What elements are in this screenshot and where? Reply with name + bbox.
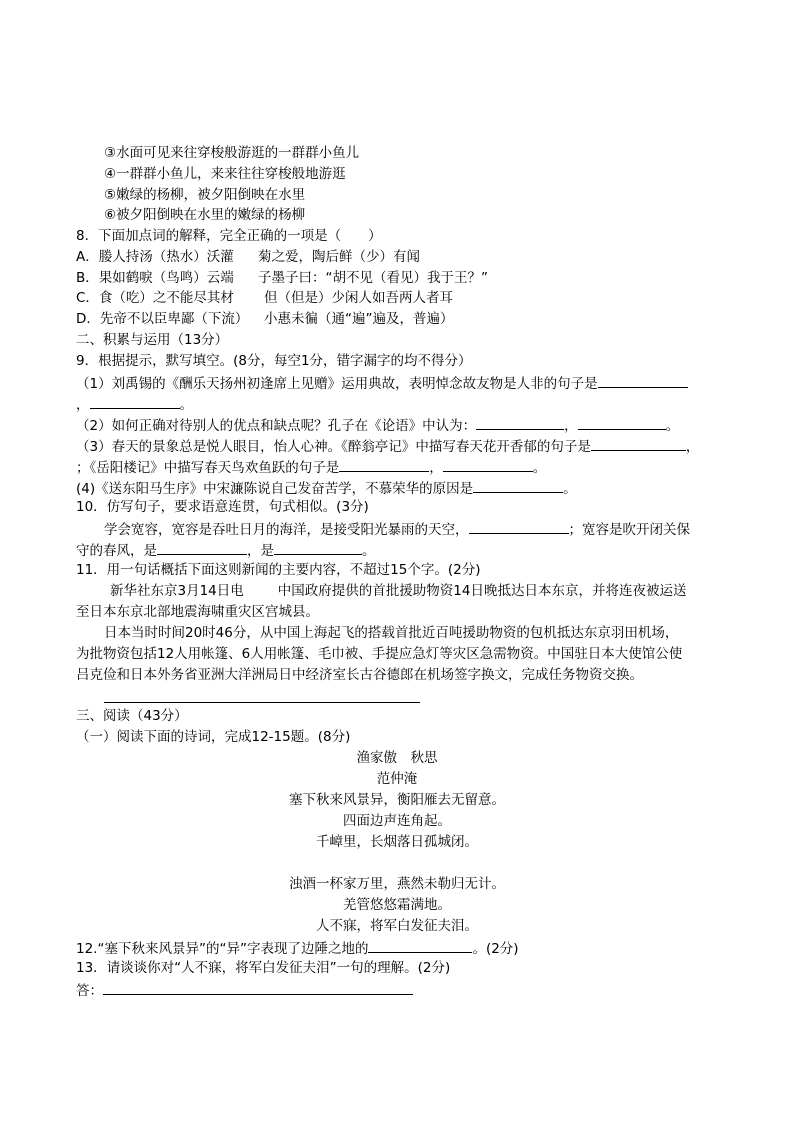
q8-option-b-right: 子墨子曰：“胡不见（看见）我于王？” <box>258 270 488 286</box>
prompt: 学会宽容，宽容是吞吐日月的海洋，是接受阳光暴雨的天空， <box>104 522 469 538</box>
answer-blank[interactable] <box>274 540 362 555</box>
q7-option: ⑥被夕阳倒映在水里的嫩绿的杨柳 <box>104 207 306 223</box>
q8-option-d: D．先帝不以臣卑鄙（下流） <box>76 311 249 327</box>
poem-line: 千嶂里，长烟落日孤城闭。 <box>316 834 478 850</box>
news-p1-cont: 至日本东京北部地震海啸重灾区宫城县。 <box>76 604 319 620</box>
q9-part3 <box>76 436 699 456</box>
answer-label: 答： <box>76 983 103 999</box>
period: 。 <box>563 481 577 497</box>
section-heading-3: 三、阅读（43分） <box>76 708 188 724</box>
period: 。 <box>532 460 547 476</box>
poem-author: 范仲淹 <box>376 771 418 787</box>
q9-stem: 9．根据提示，默写填空。(8分，每空1分，错字漏字的均不得分） <box>76 353 472 369</box>
q8-option-b: B．果如鹤唳（鸟鸣）云端 <box>76 270 234 286</box>
prompt: （3）春天的景象总是悦人眼目，怡人心神。《醉翁亭记》中描写春天花开香郁的句子是 <box>76 439 591 455</box>
answer-blank[interactable] <box>103 980 413 995</box>
prompt: （1）刘禹锡的《酬乐天扬州初逢席上见赠》运用典故，表明悼念故友物是人非的句子是 <box>76 376 598 392</box>
prompt: 12.“塞下秋来风景异”的“异”字表现了边陲之地的 <box>76 941 369 957</box>
score: 。(2分) <box>472 941 519 957</box>
news-p1 <box>110 582 686 600</box>
news-text: 中国政府提供的首批援助物资14日晚抵达日本东京，并将连夜被运送 <box>277 583 687 599</box>
q9-part1 <box>76 373 688 393</box>
news-p2: 日本当时时间20时46分，从中国上海起飞的搭载首批近百吨援助物资的包机抵达东京羽田机场， <box>104 625 679 641</box>
period: 。 <box>362 543 376 559</box>
q8-option-c-right: 但（但是）少闲人如吾两人者耳 <box>264 290 453 306</box>
prompt: ；《岳阳楼记》中描写春天鸟欢鱼跃的句子是 <box>76 460 340 476</box>
answer-blank[interactable] <box>157 540 247 555</box>
poem-title: 渔家傲 秋思 <box>356 750 438 766</box>
q8-option-a-right: 菊之爱，陶后鲜（少）有闻 <box>258 249 420 265</box>
answer-blank[interactable] <box>476 415 564 430</box>
section-heading-2: 二、积累与运用（13分） <box>76 332 229 348</box>
q13-answer <box>76 980 413 1000</box>
answer-blank[interactable] <box>598 373 688 388</box>
answer-blank[interactable] <box>443 457 533 472</box>
poem-line: 四面边声连角起。 <box>343 813 451 829</box>
q10-line1 <box>104 519 690 539</box>
answer-blank[interactable] <box>578 415 666 430</box>
poem-line: 羌管悠悠霜满地。 <box>343 897 451 913</box>
answer-blank[interactable] <box>90 394 180 409</box>
prompt: （2）如何正确对待别人的优点和缺点呢？孔子在《论语》中认为： <box>76 418 477 434</box>
q9-part2 <box>76 415 679 435</box>
option-left: A．媵人持汤（热水）沃灌 <box>76 249 234 265</box>
comma: ， <box>76 397 90 413</box>
answer-blank[interactable] <box>469 519 569 534</box>
part1-heading: （一）阅读下面的诗词，完成12-15题。(8分) <box>76 729 351 745</box>
comma: ， <box>429 460 443 476</box>
q9-part1-cont <box>76 394 193 414</box>
q8-option-c: C．食（吃）之不能尽其材 <box>76 290 234 306</box>
q8-option-d-right: 小惠未徧（通“遍”遍及，普遍） <box>264 311 454 327</box>
comma: ， <box>685 439 700 455</box>
q9-part4 <box>76 478 577 498</box>
news-p2-cont: 为批物资包括12人用帐篷、6人用帐篷、毛巾被、手提应急灯等灾区急需物资。中国驻日本大使馆公使 <box>76 646 683 662</box>
answer-blank[interactable] <box>473 478 563 493</box>
prompt: ；宽容是吹开闭关保 <box>568 522 690 538</box>
news-p2-cont: 吕克俭和日本外务省亚洲大洋洲局日中经济室长古谷德郎在机场签字换文，完成任务物资交换。 <box>76 667 643 683</box>
q7-option: ③水面可见来往穿梭般游逛的一群群小鱼儿 <box>104 145 360 161</box>
q10-stem: 10．仿写句子，要求语意连贯，句式相似。(3分) <box>76 499 369 515</box>
comma: ， <box>564 418 578 434</box>
q13-stem: 13．请谈谈你对“人不寐，将军白发征夫泪”一句的理解。(2分) <box>76 960 451 976</box>
period: 。 <box>665 418 680 434</box>
q7-option: ④一群群小鱼儿，来来往往穿梭般地游逛 <box>104 166 346 182</box>
answer-blank[interactable] <box>368 938 472 953</box>
q11-answer-line[interactable] <box>104 702 420 703</box>
q10-line2 <box>76 540 376 560</box>
poem-line: 浊酒一杯家万里，燕然未勒归无计。 <box>289 876 505 892</box>
period: 。 <box>179 397 193 413</box>
q12 <box>76 938 519 958</box>
q8-option-a <box>76 248 234 266</box>
q7-option: ⑤嫩绿的杨柳，被夕阳倒映在水里 <box>104 187 306 203</box>
q9-part3-cont <box>76 457 546 477</box>
q8-stem: 8．下面加点词的解释，完全正确的一项是（ ） <box>76 228 382 244</box>
answer-blank[interactable] <box>591 436 686 451</box>
prompt: 守的春风，是 <box>76 543 157 559</box>
poem-line: 塞下秋来风景异，衡阳雁去无留意。 <box>289 792 505 808</box>
poem-line: 人不寐，将军白发征夫泪。 <box>316 918 478 934</box>
prompt: (4)《送东阳马生序》中宋濂陈说自己发奋苦学，不慕荣华的原因是 <box>76 481 474 497</box>
dateline: 新华社东京3月14日电 <box>110 583 244 599</box>
q11-stem: 11．用一句话概括下面这则新闻的主要内容，不超过15个字。(2分) <box>76 562 481 578</box>
answer-blank[interactable] <box>339 457 429 472</box>
prompt: ，是 <box>247 543 274 559</box>
